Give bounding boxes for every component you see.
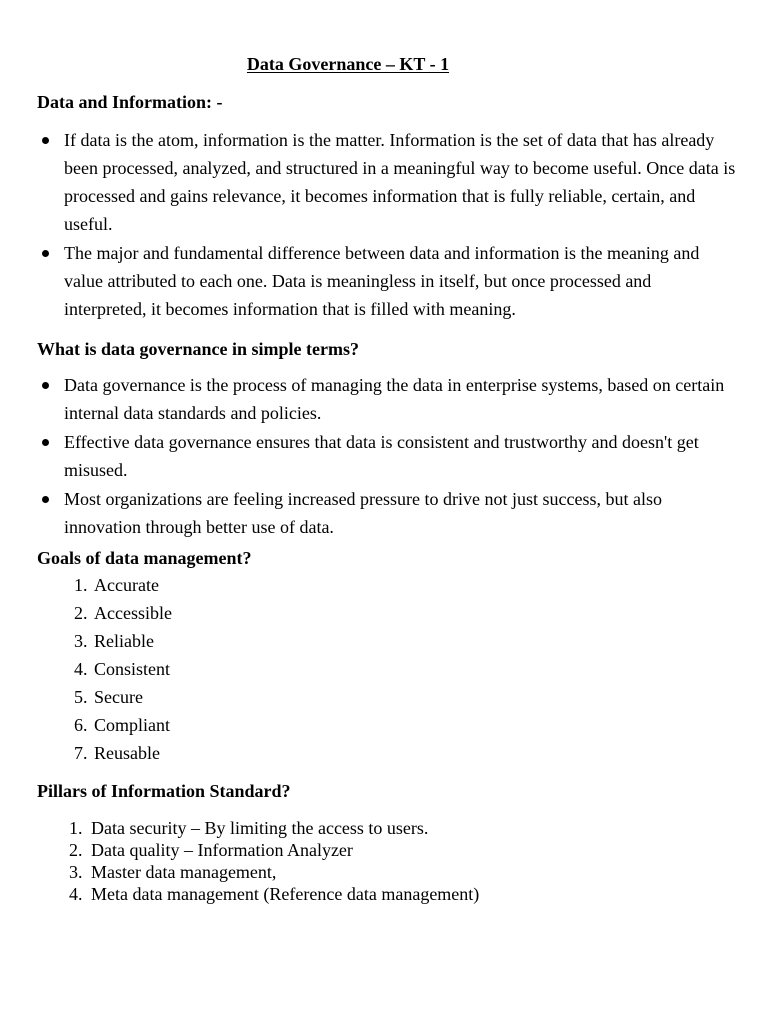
list-item-text: Master data management,: [91, 862, 277, 882]
bullet-item: Data governance is the process of managing the data in enterprise systems, based on certain internal data standards and policies.: [37, 371, 737, 427]
list-item-text: Secure: [94, 687, 143, 707]
list-item-text: Reliable: [94, 631, 154, 651]
data-governance-bullet-list: [37, 371, 737, 542]
list-item-text: Compliant: [94, 715, 170, 735]
heading-data-and-information: Data and Information: -: [37, 92, 223, 112]
bullet-item: The major and fundamental difference between data and information is the meaning and value attributed to each one. Data is meaningless in itself, but once processed and interpreted, it becomes information that is filled with meaning.: [37, 239, 737, 323]
list-item-text: Meta data management (Reference data management): [91, 884, 480, 904]
list-item-text: Data quality – Information Analyzer: [91, 840, 353, 860]
list-item: [66, 817, 479, 839]
bullet-item: If data is the atom, information is the matter. Information is the set of data that has already been processed, analyzed, and structured in a meaningful way to become useful. Once data is processed and gains relevance, it becomes information that is fully reliable, certain, and useful.: [37, 126, 737, 238]
list-item-number: 7.: [74, 743, 88, 763]
list-item-number: 4.: [74, 659, 88, 679]
list-item: [66, 683, 172, 711]
bullet-item: Most organizations are feeling increased pressure to drive not just success, but also innovation through better use of data.: [37, 485, 737, 541]
list-item: [66, 739, 172, 767]
data-information-bullet-list: [37, 126, 737, 324]
list-item: [66, 883, 479, 905]
heading-what-is-data-governance: What is data governance in simple terms?: [37, 339, 359, 359]
list-item-number: 5.: [74, 687, 88, 707]
list-item-text: Accessible: [94, 603, 172, 623]
list-item-number: 4.: [69, 884, 83, 904]
list-item-number: 2.: [74, 603, 88, 623]
heading-goals-of-data-management: Goals of data management?: [37, 548, 252, 568]
list-item-text: Reusable: [94, 743, 160, 763]
list-item-text: Data security – By limiting the access to users.: [91, 818, 429, 838]
list-item: [66, 861, 479, 883]
list-item-number: 2.: [69, 840, 83, 860]
goals-numbered-list: [66, 571, 172, 767]
list-item-text: Accurate: [94, 575, 159, 595]
list-item-number: 6.: [74, 715, 88, 735]
list-item: [66, 655, 172, 683]
list-item-text: Consistent: [94, 659, 171, 679]
list-item: [66, 599, 172, 627]
bullet-item: Effective data governance ensures that data is consistent and trustworthy and doesn't get misused.: [37, 428, 737, 484]
heading-pillars-of-information-standard: Pillars of Information Standard?: [37, 781, 291, 801]
list-item: [66, 571, 172, 599]
pillars-numbered-list: [66, 817, 479, 905]
list-item-number: 1.: [74, 575, 88, 595]
document-title: Data Governance – KT - 1: [246, 54, 450, 74]
list-item: [66, 627, 172, 655]
list-item-number: 3.: [74, 631, 88, 651]
list-item-number: 3.: [69, 862, 83, 882]
list-item-number: 1.: [69, 818, 83, 838]
list-item: [66, 711, 172, 739]
list-item: [66, 839, 479, 861]
